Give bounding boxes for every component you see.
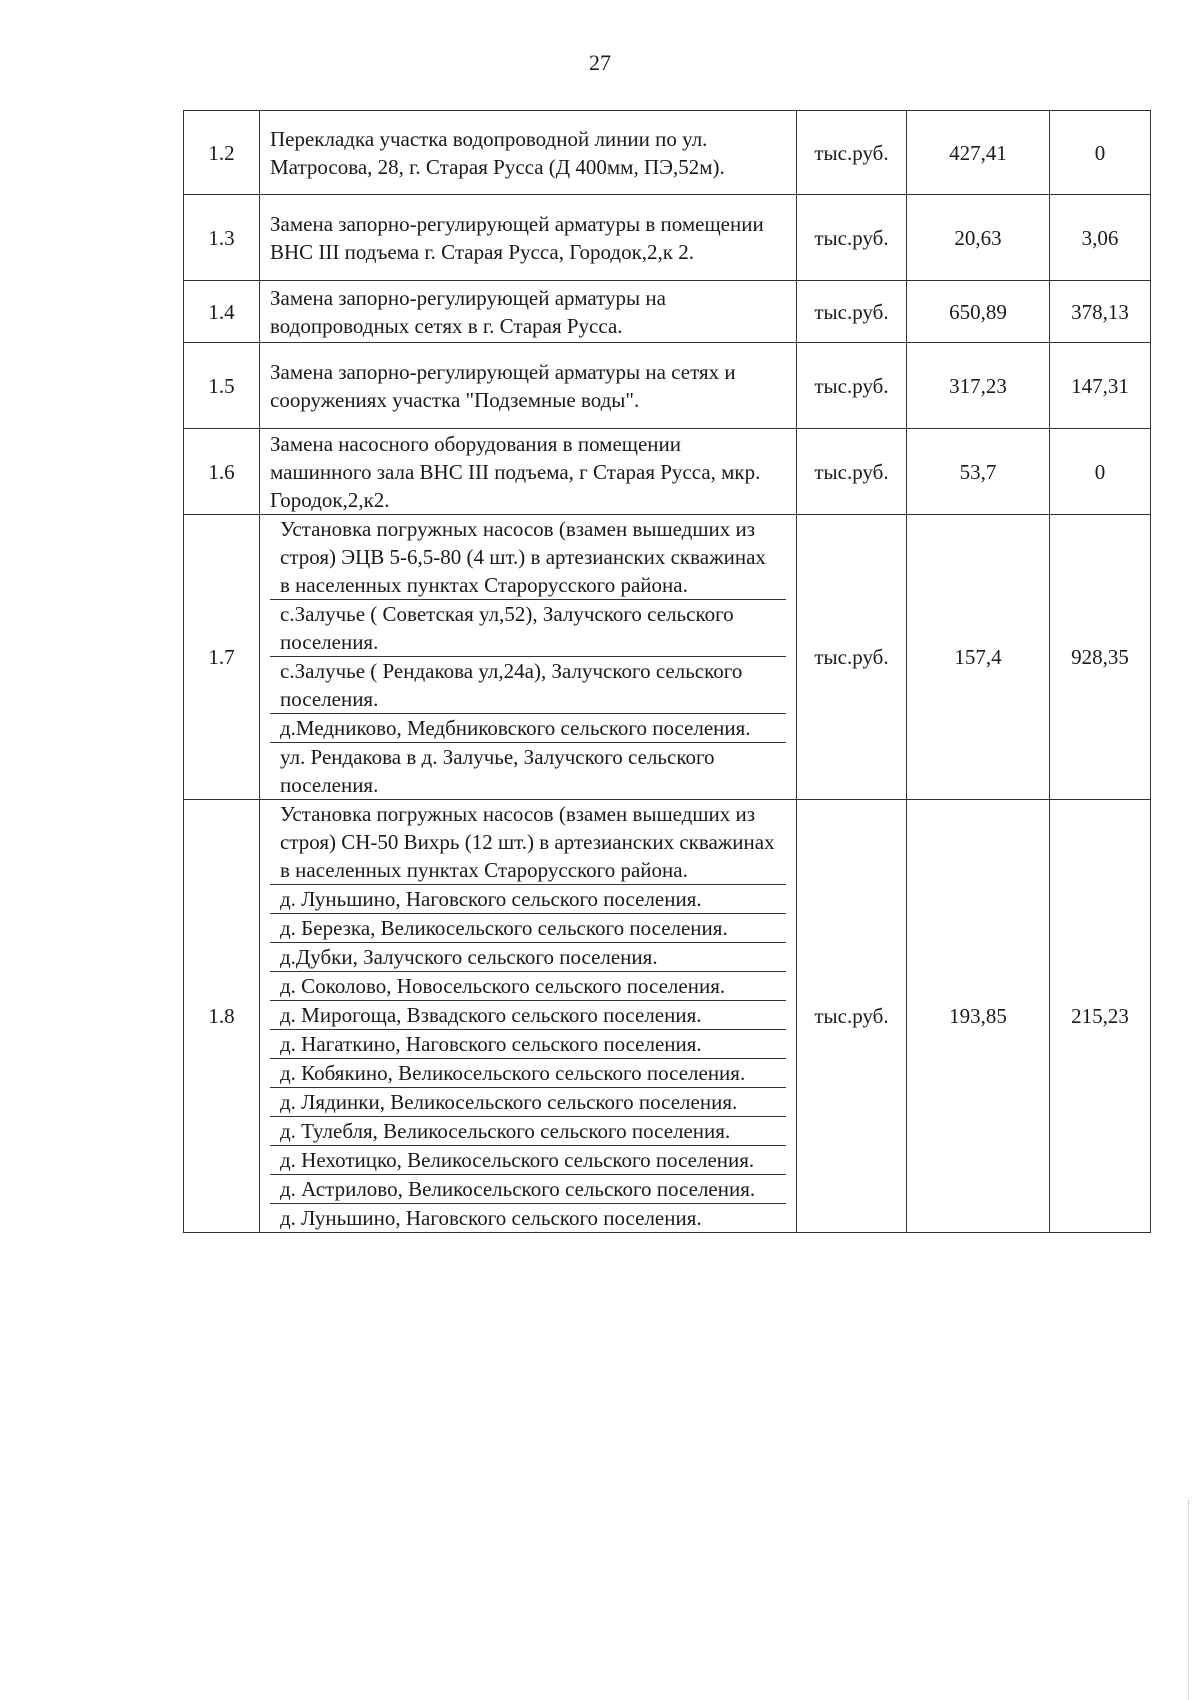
row-description: Перекладка участка водопроводной линии по ул. Матросова, 28, г. Старая Русса (Д 400мм, ПЭ,52м). bbox=[260, 111, 797, 195]
subrow-location: с.Залучье ( Рендакова ул,24а), Залучского сельского поселения. bbox=[270, 656, 786, 713]
row-value-1: 650,89 bbox=[907, 281, 1050, 343]
subrow-location: ул. Рендакова в д. Залучье, Залучского сельского поселения. bbox=[270, 742, 786, 799]
subrow-location: д. Нагаткино, Наговского сельского поселения. bbox=[270, 1029, 786, 1058]
row-description-group bbox=[260, 515, 797, 800]
subrow-location: д. Луньшино, Наговского сельского поселения. bbox=[270, 1203, 786, 1232]
row-description: Замена запорно-регулирующей арматуры на водопроводных сетях в г. Старая Русса. bbox=[260, 281, 797, 343]
row-number: 1.6 bbox=[184, 429, 260, 515]
row-description-group bbox=[260, 800, 797, 1233]
scan-edge-line bbox=[1188, 1500, 1189, 1700]
table-row bbox=[184, 195, 1151, 281]
row-description: Замена запорно-регулирующей арматуры в помещении ВНС III подъема г. Старая Русса, Городок,2,к 2. bbox=[260, 195, 797, 281]
row-value-1: 20,63 bbox=[907, 195, 1050, 281]
row-value-1: 53,7 bbox=[907, 429, 1050, 515]
row-value-2: 215,23 bbox=[1050, 800, 1151, 1233]
subrow-location: д. Соколово, Новосельского сельского поселения. bbox=[270, 971, 786, 1000]
table-row bbox=[184, 281, 1151, 343]
subrow-location: д.Медниково, Медбниковского сельского поселения. bbox=[270, 713, 786, 742]
works-table bbox=[183, 110, 1151, 1233]
row-value-2: 0 bbox=[1050, 429, 1151, 515]
table-row bbox=[184, 429, 1151, 515]
subrow-location: д. Мирогоща, Взвадского сельского поселения. bbox=[270, 1000, 786, 1029]
row-unit: тыс.руб. bbox=[797, 800, 907, 1233]
subrow-location: д. Лядинки, Великосельского сельского поселения. bbox=[270, 1087, 786, 1116]
subrow-location: д. Луньшино, Наговского сельского поселения. bbox=[270, 884, 786, 913]
row-unit: тыс.руб. bbox=[797, 281, 907, 343]
row-value-1: 427,41 bbox=[907, 111, 1050, 195]
row-value-2: 378,13 bbox=[1050, 281, 1151, 343]
table-row bbox=[184, 800, 1151, 1233]
row-unit: тыс.руб. bbox=[797, 111, 907, 195]
table-row bbox=[184, 515, 1151, 800]
row-description: Замена насосного оборудования в помещении машинного зала ВНС III подъема, г Старая Русса, мкр. Городок,2,к2. bbox=[260, 429, 797, 515]
row-unit: тыс.руб. bbox=[797, 195, 907, 281]
subrow-location: д. Тулебля, Великосельского сельского поселения. bbox=[270, 1116, 786, 1145]
page-number: 27 bbox=[589, 50, 611, 75]
subrow-location: д. Нехотицко, Великосельского сельского поселения. bbox=[270, 1145, 786, 1174]
row-value-1: 193,85 bbox=[907, 800, 1050, 1233]
subrow-location: д. Березка, Великосельского сельского поселения. bbox=[270, 913, 786, 942]
row-unit: тыс.руб. bbox=[797, 429, 907, 515]
row-unit: тыс.руб. bbox=[797, 515, 907, 800]
row-unit: тыс.руб. bbox=[797, 343, 907, 429]
row-number: 1.8 bbox=[184, 800, 260, 1233]
subrow-description: Установка погружных насосов (взамен вышедших из строя) ЭЦВ 5-6,5-80 (4 шт.) в артезианских скважинах в населенных пунктах Старорусского района. bbox=[280, 517, 766, 597]
row-number: 1.5 bbox=[184, 343, 260, 429]
row-number: 1.4 bbox=[184, 281, 260, 343]
row-number: 1.3 bbox=[184, 195, 260, 281]
row-value-2: 928,35 bbox=[1050, 515, 1151, 800]
row-value-1: 317,23 bbox=[907, 343, 1050, 429]
subrow-location: д. Астрилово, Великосельского сельского поселения. bbox=[270, 1174, 786, 1203]
table-row bbox=[184, 111, 1151, 195]
row-description: Замена запорно-регулирующей арматуры на сетях и сооружениях участка "Подземные воды". bbox=[260, 343, 797, 429]
row-number: 1.7 bbox=[184, 515, 260, 800]
row-value-2: 147,31 bbox=[1050, 343, 1151, 429]
subrow-description: Установка погружных насосов (взамен вышедших из строя) СН-50 Вихрь (12 шт.) в артезианских скважинах в населенных пунктах Старорусского района. bbox=[280, 802, 775, 882]
row-number: 1.2 bbox=[184, 111, 260, 195]
row-value-2: 0 bbox=[1050, 111, 1151, 195]
row-value-1: 157,4 bbox=[907, 515, 1050, 800]
table-row bbox=[184, 343, 1151, 429]
row-value-2: 3,06 bbox=[1050, 195, 1151, 281]
subrow-location: д. Кобякино, Великосельского сельского поселения. bbox=[270, 1058, 786, 1087]
subrow-location: с.Залучье ( Советская ул,52), Залучского сельского поселения. bbox=[270, 599, 786, 656]
subrow-location: д.Дубки, Залучского сельского поселения. bbox=[270, 942, 786, 971]
